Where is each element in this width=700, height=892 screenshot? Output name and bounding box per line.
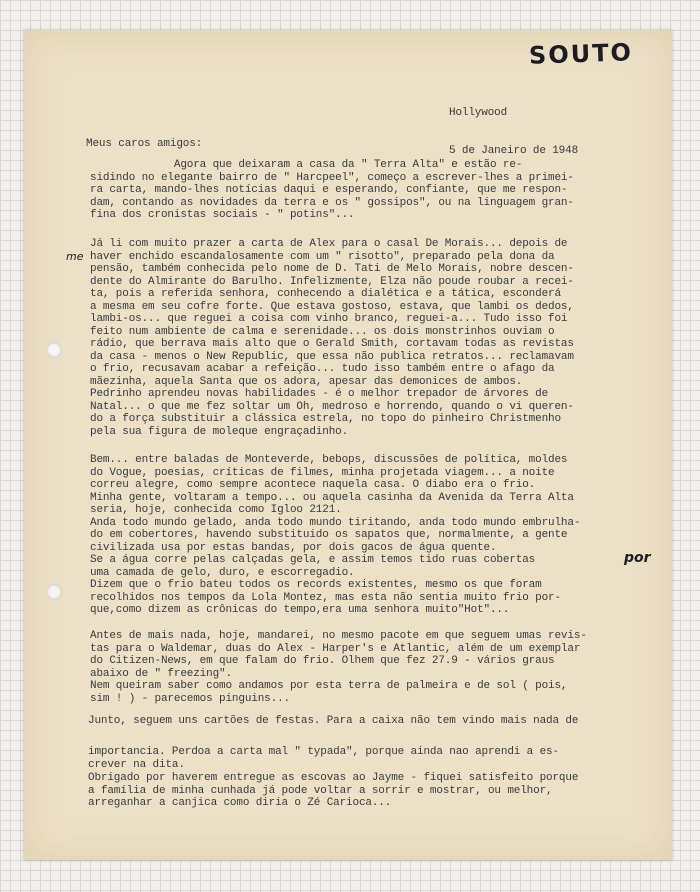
text-line: dente do Almirante do Barulho. Infelizmente, Elza não poude roubar a recei-: [90, 275, 574, 288]
text-line: crever na dita.: [88, 758, 185, 771]
text-line: Junto, seguem uns cartões de festas. Para a caixa não tem vindo mais nada de: [88, 715, 579, 727]
text-line: Pedrinho aprendeu novas habilidades - é o melhor trepador de árvores de: [90, 388, 549, 400]
text-line: fina dos cronistas sociais - " potins"...: [90, 209, 355, 221]
paragraph-3: [90, 454, 580, 617]
text-line: ta, pois a referida senhora, conhecendo a dialética e a tática, esconderá: [90, 288, 561, 300]
text-line: haver enchido escandalosamente com um " risotto", preparado pela dona da: [90, 250, 555, 263]
text-line: a mesma em seu cofre forte. Que estava gostoso, estava, que lambi os dedos,: [90, 300, 574, 313]
punch-hole-bottom: [46, 584, 62, 600]
text-line: Obrigado por haverem entregue as escovas ao Jayme - fiquei satisfeito porque: [88, 772, 579, 784]
text-line: arreganhar a canjica como diria o Zé Carioca...: [88, 797, 392, 809]
text-line: Se a água corre pelas calçadas gela, e assim temos tido ruas cobertas: [90, 554, 536, 566]
text-line: sidindo no elegante bairro de " Harcpeel", começo a escrever-lhes a primei-: [90, 171, 574, 184]
text-line: feito num ambiente de calma e serenidade... os dois monstrinhos ouviam o: [90, 325, 555, 338]
paragraph-4: [90, 630, 587, 705]
text-line: abaixo de " freezing".: [90, 667, 232, 680]
letter-sheet: [24, 30, 672, 860]
text-line: lambi-os... que reguei a coisa com vinho branco, reguei-a... Tudo isso foi: [90, 313, 568, 325]
text-line: seria, hoje, conhecida como Igloo 2121.: [90, 504, 342, 516]
text-line: Bem... entre baladas de Monteverde, bebops, discussões de política, moldes: [90, 454, 568, 466]
text-line: civilizada usa por estas bandas, por dois gacos de água quente.: [90, 541, 497, 554]
text-line: importancia. Perdoa a carta mal " typada", porque ainda nao aprendi a es-: [88, 746, 559, 758]
place-line: Hollywood: [449, 107, 508, 119]
text-line: Antes de mais nada, hoje, mandarei, no mesmo pacote em que seguem umas revis-: [90, 630, 587, 642]
text-line: Minha gente, voltaram a tempo... ou aquela casinha da Avenida da Terra Alta: [90, 491, 574, 504]
paragraph-6: [88, 746, 559, 771]
handwritten-margin-note: me: [66, 250, 84, 263]
text-line: Já li com muito prazer a carta de Alex para o casal De Morais... depois de: [90, 238, 568, 250]
text-line: Nem queiram saber como andamos por esta terra de palmeira e de sol ( pois,: [90, 680, 568, 692]
text-line: sim ! ) - parecemos pinguins...: [90, 692, 290, 705]
paragraph-1: [90, 159, 574, 222]
paragraph-2: [90, 238, 574, 438]
paragraph-7: [88, 772, 578, 810]
text-line: Natal... o que me fez soltar um Oh, medroso e horrendo, quando o vi queren-: [90, 400, 574, 413]
greeting: Meus caros amigos:: [86, 138, 203, 150]
text-line: tas para o Waldemar, duas do Alex - Harper's e Atlantic, além de um exemplar: [90, 642, 581, 655]
text-line: uma camada de gelo, duro, e escorregadio.: [90, 566, 355, 579]
paragraph-5: [88, 715, 578, 728]
text-line: Anda todo mundo gelado, anda todo mundo tiritando, anda todo mundo embrulha-: [90, 516, 581, 529]
text-line: Agora que deixaram a casa da " Terra Alta" e estão re-: [90, 159, 523, 171]
text-line: do Citizen-News, em que falam do frio. Olhem que fez 27.9 - vários graus: [90, 655, 555, 667]
text-line: do em cobertores, havendo substituido os sapatos que, normalmente, a gente: [90, 529, 568, 541]
text-line: ra carta, mando-lhes notícias daqui e esperando, confiante, que me respon-: [90, 184, 568, 196]
handwritten-surname: SOUTO: [528, 38, 634, 70]
text-line: Dizem que o frio bateu todos os records existentes, mesmo os que foram: [90, 579, 542, 591]
text-line: o frio, recusavam acabar a refeição... tudo isso também entre o afago da: [90, 363, 555, 375]
text-line: da casa - menos o New Republic, que essa não publica retratos... reclamavam: [90, 350, 574, 363]
text-line: correu alegre, como sempre acontece naquela casa. O diabo era o frio.: [90, 479, 536, 491]
text-line: recolhidos nos tempos da Lola Montez, mas esta não sentia muito frio por-: [90, 591, 561, 604]
text-line: dam, contando as novidades da terra e os " gossipos", ou na linguagem gran-: [90, 196, 574, 209]
text-line: mãezinha, aquela Santa que os adora, apesar das demonices de ambos.: [90, 375, 523, 388]
handwritten-insert-word: por: [624, 550, 651, 566]
text-line: do a força substituir a clássica estrela, no topo do pinheiro Christmenho: [90, 413, 561, 425]
text-line: que,como dizem as crônicas do tempo,era uma senhora muito"Hot"...: [90, 604, 510, 616]
text-line: rádio, que berrava mais alto que o Gerald Smith, cortavam todas as revistas: [90, 338, 574, 350]
text-line: pensão, também conhecida pelo nome de D. Tati de Melo Morais, nobre descen-: [90, 263, 574, 275]
text-line: do Vogue, poesias, críticas de filmes, minha projetada viagem... a noite: [90, 466, 555, 479]
text-line: a família de minha cunhada já pode voltar a sorrir e mostrar, ou melhor,: [88, 784, 553, 797]
text-line: pela sua figura de moleque engraçadinho.: [90, 425, 349, 438]
date-line: 5 de Janeiro de 1948: [449, 144, 579, 157]
punch-hole-top: [46, 342, 62, 358]
